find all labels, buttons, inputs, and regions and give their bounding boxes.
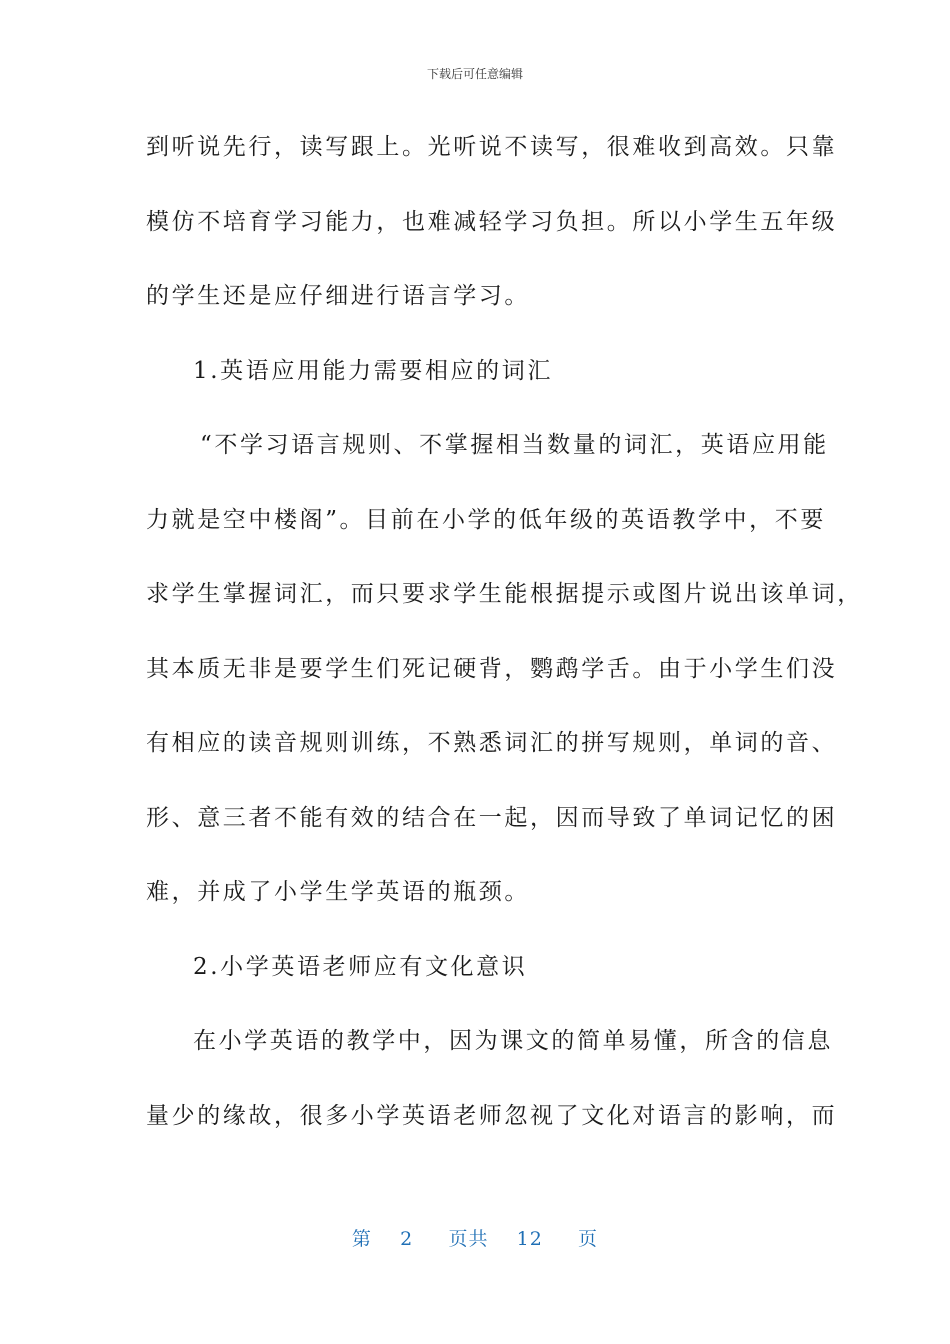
text-line: 到听说先行，读写跟上。光听说不读写，很难收到高效。只靠 [146, 134, 838, 160]
text-line: 难，并成了小学生学英语的瓶颈。 [146, 879, 530, 905]
page-footer [0, 1226, 950, 1252]
text-line: 其本质无非是要学生们死记硬背，鹦鹉学舌。由于小学生们没 [146, 655, 838, 682]
total-pages-number: 12 [516, 1228, 543, 1250]
text-line: 求学生掌握词汇，而只要求学生能根据提示或图片说出该单词， [146, 581, 863, 607]
text-line: 形、意三者不能有效的结合在一起，因而导致了单词记忆的困 [146, 804, 838, 831]
text-line: 在小学英语的教学中，因为课文的简单易懂，所含的信息 [193, 1028, 833, 1054]
footer-suffix: 页 [578, 1228, 599, 1250]
text-line: “不学习语言规则、不掌握相当数量的词汇，英语应用能 [200, 432, 829, 458]
text-line: 有相应的读音规则训练，不熟悉词汇的拼写规则，单词的音、 [146, 730, 838, 756]
footer-middle: 页共 [448, 1228, 489, 1250]
body-text [146, 120, 863, 1163]
footer-prefix: 第 [351, 1228, 372, 1250]
text-line: 的学生还是应仔细进行语言学习。 [146, 283, 530, 309]
current-page-number: 2 [400, 1228, 414, 1250]
page-header: 下载后可任意编辑 [426, 67, 523, 81]
section-heading: 1.英语应用能力需要相应的词汇 [193, 357, 553, 384]
text-line: 模仿不培育学习能力，也难减轻学习负担。所以小学生五年级 [146, 208, 838, 235]
section-heading: 2.小学英语老师应有文化意识 [193, 953, 528, 980]
text-line: 量少的缘故，很多小学英语老师忽视了文化对语言的影响，而 [146, 1102, 838, 1129]
text-line: 力就是空中楼阁”。目前在小学的低年级的英语教学中，不要 [146, 506, 826, 533]
